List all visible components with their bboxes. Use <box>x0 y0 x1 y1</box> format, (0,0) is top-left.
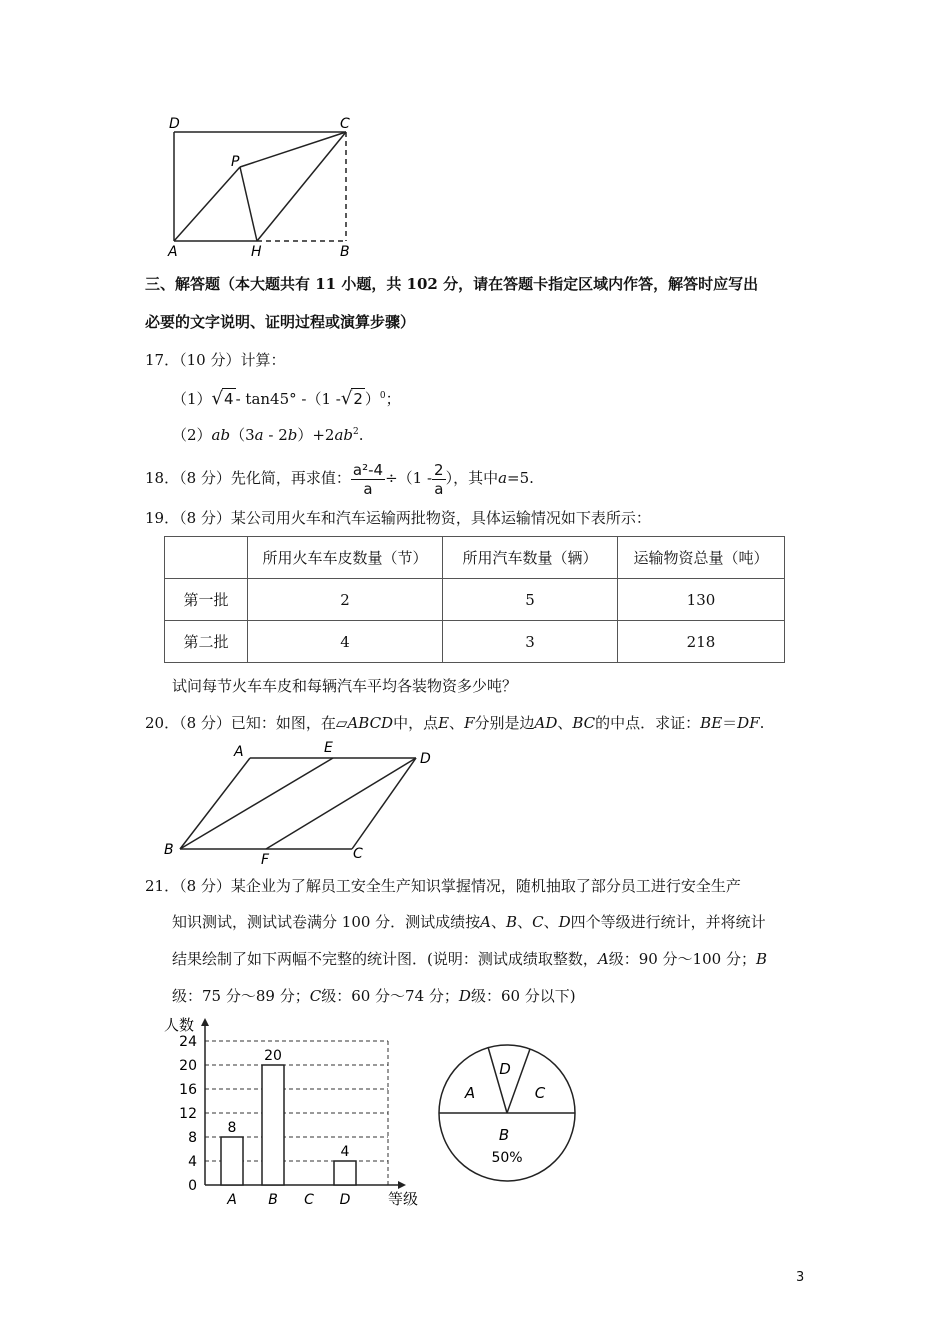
pie-label: C <box>534 1084 546 1102</box>
q20-text3: 分别是边 <box>474 714 535 732</box>
q21-l2-B: B <box>506 913 518 931</box>
q21-line3 <box>172 949 767 969</box>
bar <box>221 1137 243 1185</box>
x-tick-label: C <box>304 1192 314 1208</box>
q17-p2-prefix: （2） <box>172 426 212 444</box>
pie-label: B <box>498 1126 510 1144</box>
q20-e: E <box>438 714 450 732</box>
q21-l2-C: C <box>532 913 544 931</box>
q19-table <box>164 536 785 663</box>
label-a: A <box>168 244 178 260</box>
label-e: E <box>324 740 333 756</box>
table-row <box>165 579 785 621</box>
q21-l3b: 级：90 分～100 分； <box>608 950 756 968</box>
table-cell: 5 <box>443 579 618 621</box>
table-cell: 3 <box>443 621 618 663</box>
q21-l3a: 结果绘制了如下两幅不完整的统计图．(说明：测试成绩取整数， <box>172 950 598 968</box>
pie-label: A <box>464 1084 476 1102</box>
q17-p2-plus: ）+2 <box>297 426 335 444</box>
pie-chart <box>432 1040 582 1190</box>
q17-head: 17．（10 分）计算： <box>145 351 286 369</box>
q17-p2-ab: ab <box>211 426 231 444</box>
q20-end: . <box>759 714 765 732</box>
q18-head: 18．（8 分）先化简，再求值： <box>145 469 351 487</box>
q20-bc: BC <box>572 714 596 732</box>
q21-l4-D: D <box>458 987 471 1005</box>
x-tick-label: A <box>227 1192 237 1208</box>
q21-l2a: 知识测试，测试试卷满分 100 分．测试成绩按 <box>172 913 481 931</box>
table-cell: 第二批 <box>165 621 248 663</box>
table-header-cell: 所用汽车数量（辆） <box>443 537 618 579</box>
q18-var: a <box>498 469 508 487</box>
q20-f: F <box>464 714 475 732</box>
label-c: C <box>353 846 363 862</box>
label-p: P <box>231 154 240 170</box>
q17-p2-b: b <box>287 426 298 444</box>
q20-head <box>145 713 764 733</box>
x-tick-label: D <box>339 1192 351 1208</box>
q17-part1: （1）√4 - tan45° -（1 -√2 ）$^0$； <box>172 388 401 409</box>
q18-tail: ），其中 <box>445 469 499 487</box>
q20-text2: 中，点 <box>393 714 439 732</box>
table-cell: 第一批 <box>165 579 248 621</box>
table-header-cell <box>165 537 248 579</box>
q18-frac1 <box>351 461 385 498</box>
q17-p2-minus: - 2 <box>263 426 288 444</box>
figure-parallelogram <box>160 738 450 868</box>
q17-p2-mid: （3 <box>230 426 255 444</box>
q20-eq: ＝ <box>722 714 738 732</box>
y-tick-label: 20 <box>179 1058 197 1074</box>
y-axis-arrow <box>201 1018 209 1026</box>
label-c: C <box>340 116 350 132</box>
q19-question: 试问每节火车车皮和每辆汽车平均各装物资多少吨？ <box>172 677 518 695</box>
q17-p2-ab2: ab <box>334 426 354 444</box>
q21-l2-D: D <box>558 913 571 931</box>
q18-frac2-den: a <box>434 479 444 498</box>
q17-p1-end: ； <box>385 390 401 408</box>
q20-sep2: 、 <box>557 714 573 732</box>
x-axis-arrow <box>398 1181 406 1189</box>
label-d: D <box>420 751 431 767</box>
q17-part2 <box>172 422 364 445</box>
q18-frac2 <box>432 461 446 498</box>
q17-p2-a: a <box>254 426 264 444</box>
q20-sep: 、 <box>449 714 465 732</box>
y-tick-label: 12 <box>179 1106 197 1122</box>
q21-l2-s3: 、 <box>543 913 559 931</box>
q20-abcd: ABCD <box>347 714 394 732</box>
q21-l4b: 级：60 分～74 分； <box>321 987 459 1005</box>
q17-p2-end: . <box>358 426 364 444</box>
label-a: A <box>234 744 244 760</box>
q17-p1-radicand2: 2 <box>353 390 363 408</box>
table-row <box>165 621 785 663</box>
q17-p1-mid: - tan45° -（1 - <box>235 390 341 408</box>
q21-l3-B: B <box>755 950 767 968</box>
label-h: H <box>251 244 262 260</box>
q21-line1: 21．（8 分）某企业为了解员工安全生产知识掌握情况，随机抽取了部分员工进行安全生产 <box>145 877 741 895</box>
q17-p1-exp: 0 <box>379 391 386 401</box>
x-axis-label: 等级 <box>388 1190 419 1208</box>
q21-l2-s1: 、 <box>491 913 507 931</box>
q17-p1-prefix: （1） <box>172 390 212 408</box>
label-f: F <box>261 852 270 868</box>
q18-eq: =5. <box>507 469 534 487</box>
q20-df: DF <box>737 714 760 732</box>
y-tick-label: 4 <box>188 1154 197 1170</box>
table-header-cell: 所用火车车皮数量（节） <box>248 537 443 579</box>
y-tick-label: 8 <box>188 1130 197 1146</box>
label-d: D <box>169 116 180 132</box>
q21-l2-s2: 、 <box>517 913 533 931</box>
q18-frac2-num: 2 <box>434 460 444 479</box>
label-b: B <box>164 842 174 858</box>
q21-l4a: 级：75 分～89 分； <box>172 987 310 1005</box>
bar-data-label: 8 <box>227 1120 237 1136</box>
q20-be: BE <box>700 714 723 732</box>
x-tick-label: B <box>268 1192 278 1208</box>
page-number: 3 <box>796 1270 805 1285</box>
pie-label: D <box>499 1060 511 1078</box>
q17-p1-suffix: ） <box>364 390 380 408</box>
figure-rect-abcd <box>160 112 370 262</box>
q18-frac1-num: a²-4 <box>352 460 384 479</box>
table-cell: 218 <box>618 621 785 663</box>
table-header-row <box>165 537 785 579</box>
table-cell: 4 <box>248 621 443 663</box>
pie-percent-label: 50% <box>491 1150 523 1166</box>
section-heading-cont: 必要的文字说明、证明过程或演算步骤） <box>145 313 416 331</box>
q21-line2 <box>172 912 766 932</box>
section-heading: 三、解答题（本大题共有 11 小题，共 102 分，请在答题卡指定区域内作答，解答时应写出 <box>145 275 759 293</box>
bar <box>334 1161 356 1185</box>
q21-l3-A: A <box>597 950 609 968</box>
y-axis-label: 人数 <box>164 1016 195 1034</box>
q21-l2-A: A <box>480 913 492 931</box>
label-b: B <box>340 244 350 260</box>
bar-data-label: 20 <box>264 1048 282 1064</box>
y-tick-label: 24 <box>179 1034 197 1050</box>
q20-text: 20．（8 分）已知：如图，在▱ <box>145 714 348 732</box>
table-cell: 2 <box>248 579 443 621</box>
bar <box>262 1065 284 1185</box>
q18 <box>145 458 534 498</box>
y-tick-label: 16 <box>179 1082 197 1098</box>
table-header-cell: 运输物资总量（吨） <box>618 537 785 579</box>
q17-p1-radicand: 4 <box>224 390 234 408</box>
table-cell: 130 <box>618 579 785 621</box>
q21-l4-C: C <box>309 987 322 1005</box>
q18-frac1-den: a <box>363 479 373 498</box>
q17-p2-exp: 2 <box>353 427 359 437</box>
q19-head: 19．（8 分）某公司用火车和汽车运输两批物资，具体运输情况如下表所示： <box>145 509 651 527</box>
q21-l2b: 四个等级进行统计，并将统计 <box>570 913 766 931</box>
y-tick-label: 0 <box>188 1178 197 1194</box>
q21-l4c: 级：60 分以下) <box>470 987 576 1005</box>
q18-div: ÷（1 - <box>385 469 433 487</box>
q21-line4 <box>172 986 576 1006</box>
bar-chart <box>160 1012 430 1212</box>
bar-data-label: 4 <box>340 1144 350 1160</box>
q20-ad: AD <box>534 714 558 732</box>
q20-text4: 的中点．求证： <box>595 714 701 732</box>
